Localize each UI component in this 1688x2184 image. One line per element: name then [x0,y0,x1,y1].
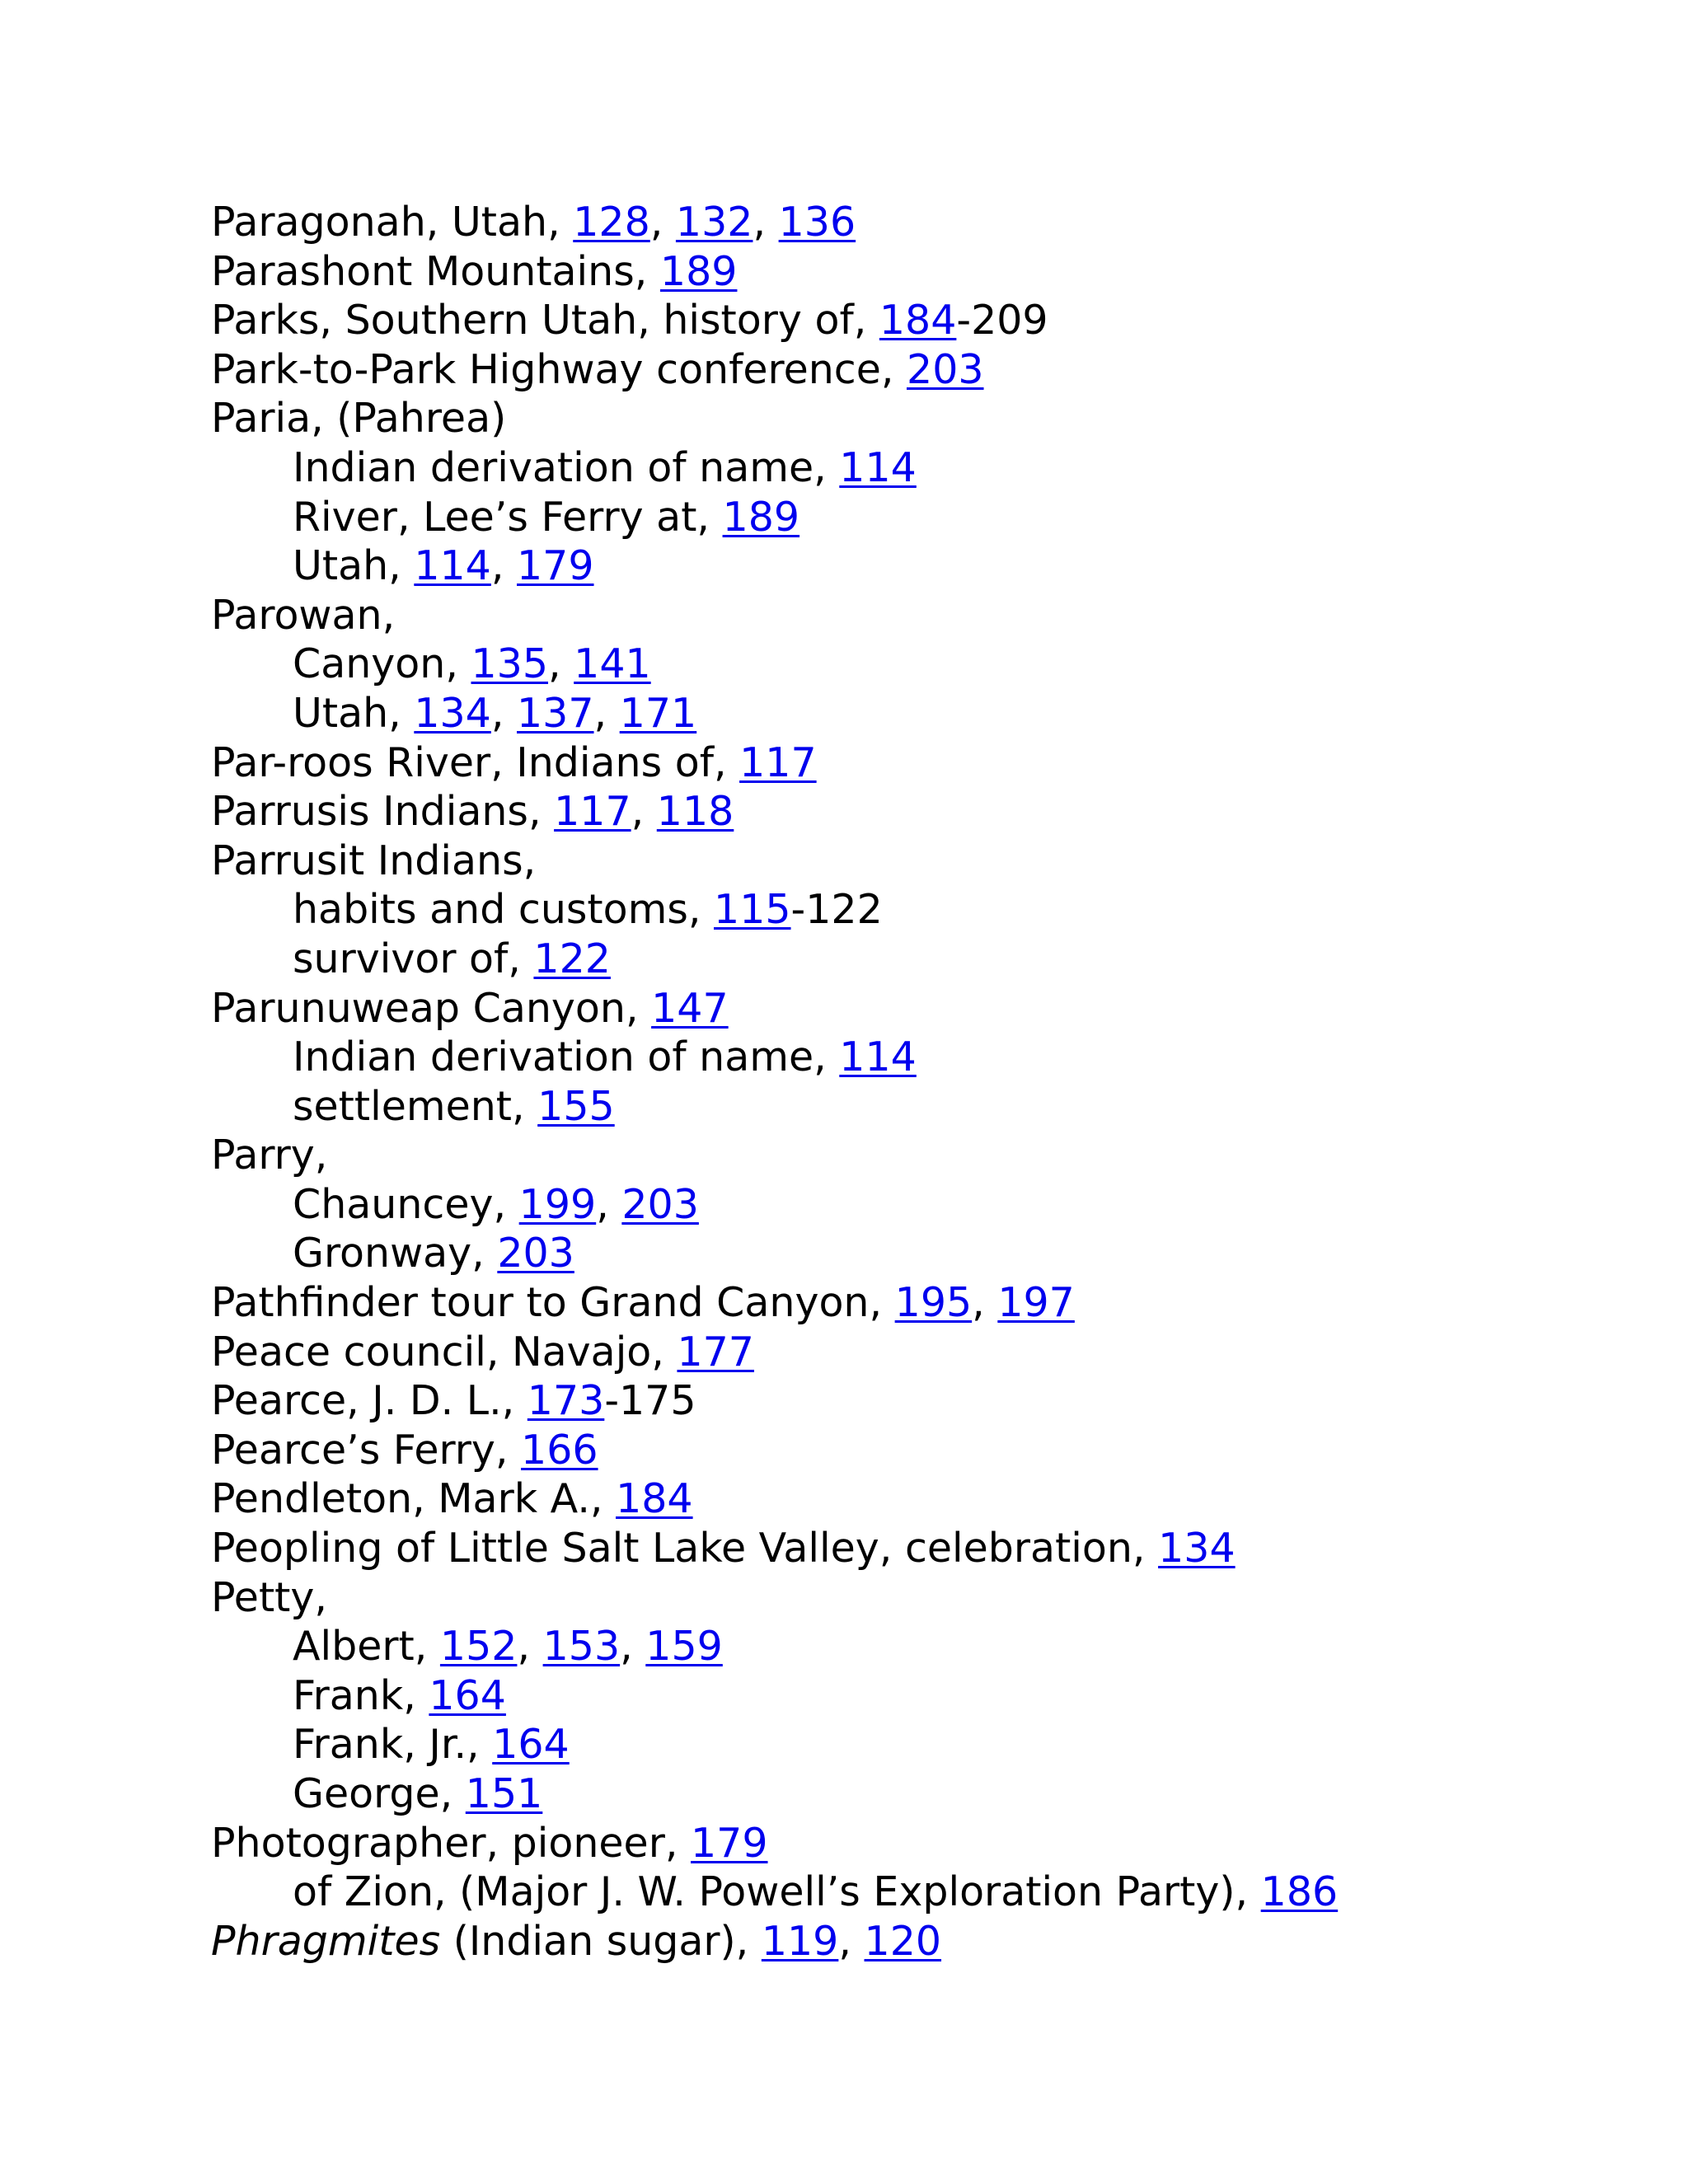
index-entry [211,345,1612,395]
page-link[interactable]: 117 [554,788,631,836]
index-subentry [211,640,1612,689]
entry-text: , [972,1279,998,1327]
page-link[interactable]: 147 [651,984,729,1032]
index-entry [211,198,1612,247]
index-subentry [211,1180,1612,1230]
entry-text: Parrusit Indians, [211,837,537,884]
entry-text: Frank, Jr., [293,1721,493,1769]
page-link[interactable]: 173 [527,1377,605,1425]
page-link[interactable]: 119 [761,1917,839,1965]
page-link[interactable]: 179 [691,1819,768,1867]
index-list [211,198,1612,1966]
entry-text: , [593,689,620,737]
page-link[interactable]: 137 [517,689,594,737]
entry-text: (Indian sugar), [440,1917,762,1965]
entry-text: River, Lee’s Ferry at, [293,493,723,541]
page-link[interactable]: 118 [656,788,734,836]
index-entry [211,394,1612,443]
entry-text: , [649,199,676,246]
page-link[interactable]: 164 [492,1721,570,1769]
index-subentry [211,1868,1612,1917]
index-subentry [211,1622,1612,1671]
page-link[interactable]: 136 [778,199,856,246]
index-entry [211,1819,1612,1868]
entry-text: Paragonah, Utah, [211,199,574,246]
page-link[interactable]: 184 [879,297,957,344]
page-link[interactable]: 122 [533,935,611,982]
entry-text: , [753,199,779,246]
entry-text: of Zion, (Major J. W. Powell’s Exploration Party), [293,1868,1261,1916]
page-link[interactable]: 135 [471,640,549,688]
entry-text: Parunuweap Canyon, [211,984,652,1032]
page-link[interactable]: 164 [429,1671,506,1719]
index-entry [211,1573,1612,1623]
entry-text: Chauncey, [293,1180,519,1228]
entry-text: Pearce, J. D. L., [211,1377,528,1425]
index-subentry [211,935,1612,984]
index-subentry [211,1033,1612,1082]
page-link[interactable]: 155 [537,1082,615,1130]
index-entry [211,1278,1612,1328]
entry-text: -175 [604,1377,696,1425]
index-entry [211,1131,1612,1180]
index-entry [211,1426,1612,1475]
page-link[interactable]: 171 [619,689,697,737]
entry-text: Pearce’s Ferry, [211,1426,522,1474]
page-link[interactable]: 120 [864,1917,942,1965]
page-link[interactable]: 199 [518,1180,597,1228]
index-entry [211,1376,1612,1426]
index-subentry [211,1769,1612,1819]
entry-text: Frank, [293,1671,429,1719]
index-entry [211,984,1612,1033]
entry-text: Indian derivation of name, [293,443,840,491]
page-link[interactable]: 159 [645,1623,723,1671]
entry-text: Utah, [293,542,415,590]
index-subentry [211,885,1612,935]
page-link[interactable]: 166 [521,1426,598,1474]
page-link[interactable]: 128 [573,199,650,246]
page-link[interactable]: 184 [616,1475,693,1523]
entry-text: Petty, [211,1573,327,1621]
entry-text: Park-to-Park Highway conference, [211,345,907,393]
entry-text: Peopling of Little Salt Lake Valley, celebration, [211,1525,1159,1572]
entry-text: Parks, Southern Utah, history of, [211,297,879,344]
entry-text: George, [293,1770,466,1817]
entry-text: Canyon, [293,640,471,688]
page-link[interactable]: 203 [907,345,984,393]
index-entry [211,1917,1612,1966]
page-link[interactable]: 134 [414,689,491,737]
page-link[interactable]: 152 [439,1623,518,1671]
index-entry [211,837,1612,886]
index-entry [211,1328,1612,1377]
page-link[interactable]: 114 [414,542,491,590]
page-link[interactable]: 186 [1260,1868,1339,1916]
italic-term: Phragmites [211,1917,441,1965]
entry-text: habits and customs, [293,886,715,934]
page-link[interactable]: 197 [997,1279,1075,1327]
entry-text: Pathfinder tour to Grand Canyon, [211,1279,895,1327]
page-link[interactable]: 114 [839,443,917,491]
entry-text: , [490,689,517,737]
entry-text: survivor of, [293,935,534,982]
entry-text: Parry, [211,1132,328,1179]
entry-text: -122 [790,886,883,934]
page-link[interactable]: 153 [542,1623,621,1671]
page-link[interactable]: 114 [839,1033,917,1081]
index-entry [211,1524,1612,1573]
entry-text: Par-roos River, Indians of, [211,738,740,786]
entry-text: , [517,1623,543,1671]
entry-text: Utah, [293,689,415,737]
page-link[interactable]: 179 [517,542,594,590]
page-link[interactable]: 189 [722,493,800,541]
index-entry [211,738,1612,788]
entry-text: Gronway, [293,1230,498,1277]
index-subentry [211,1229,1612,1278]
entry-text: , [631,788,657,836]
entry-text: Photographer, pioneer, [211,1819,691,1867]
index-subentry [211,1720,1612,1769]
page-link[interactable]: 177 [677,1328,754,1376]
page-link[interactable]: 195 [894,1279,973,1327]
page-link[interactable]: 189 [659,247,738,295]
entry-text: -209 [956,297,1048,344]
entry-text: Parrusis Indians, [211,788,555,836]
index-subentry [211,541,1612,591]
index-subentry [211,1671,1612,1721]
entry-text: Indian derivation of name, [293,1033,840,1081]
entry-text: Paria, (Pahrea) [211,395,507,443]
index-entry [211,296,1612,345]
index-entry [211,591,1612,640]
index-subentry [211,689,1612,738]
index-entry [211,787,1612,837]
entry-text: , [490,542,517,590]
entry-text: , [548,640,574,688]
entry-text: Albert, [293,1623,440,1671]
page-link[interactable]: 203 [497,1230,574,1277]
page-link[interactable]: 132 [675,199,753,246]
entry-text: Parashont Mountains, [211,247,660,295]
entry-text: settlement, [293,1082,538,1130]
index-entry [211,1474,1612,1524]
page-link[interactable]: 117 [739,738,817,786]
entry-text: Peace council, Navajo, [211,1328,678,1376]
entry-text: Parowan, [211,591,396,639]
index-subentry [211,1082,1612,1132]
index-entry [211,247,1612,297]
entry-text: , [620,1623,646,1671]
page-link[interactable]: 141 [574,640,651,688]
page-link[interactable]: 151 [465,1770,543,1817]
entry-text: , [838,1917,865,1965]
page-link[interactable]: 203 [621,1180,699,1228]
entry-text: , [596,1180,622,1228]
page-link[interactable]: 115 [714,886,791,934]
entry-text: Pendleton, Mark A., [211,1475,617,1523]
index-subentry [211,443,1612,493]
page-link[interactable]: 134 [1158,1525,1236,1572]
index-subentry [211,493,1612,542]
